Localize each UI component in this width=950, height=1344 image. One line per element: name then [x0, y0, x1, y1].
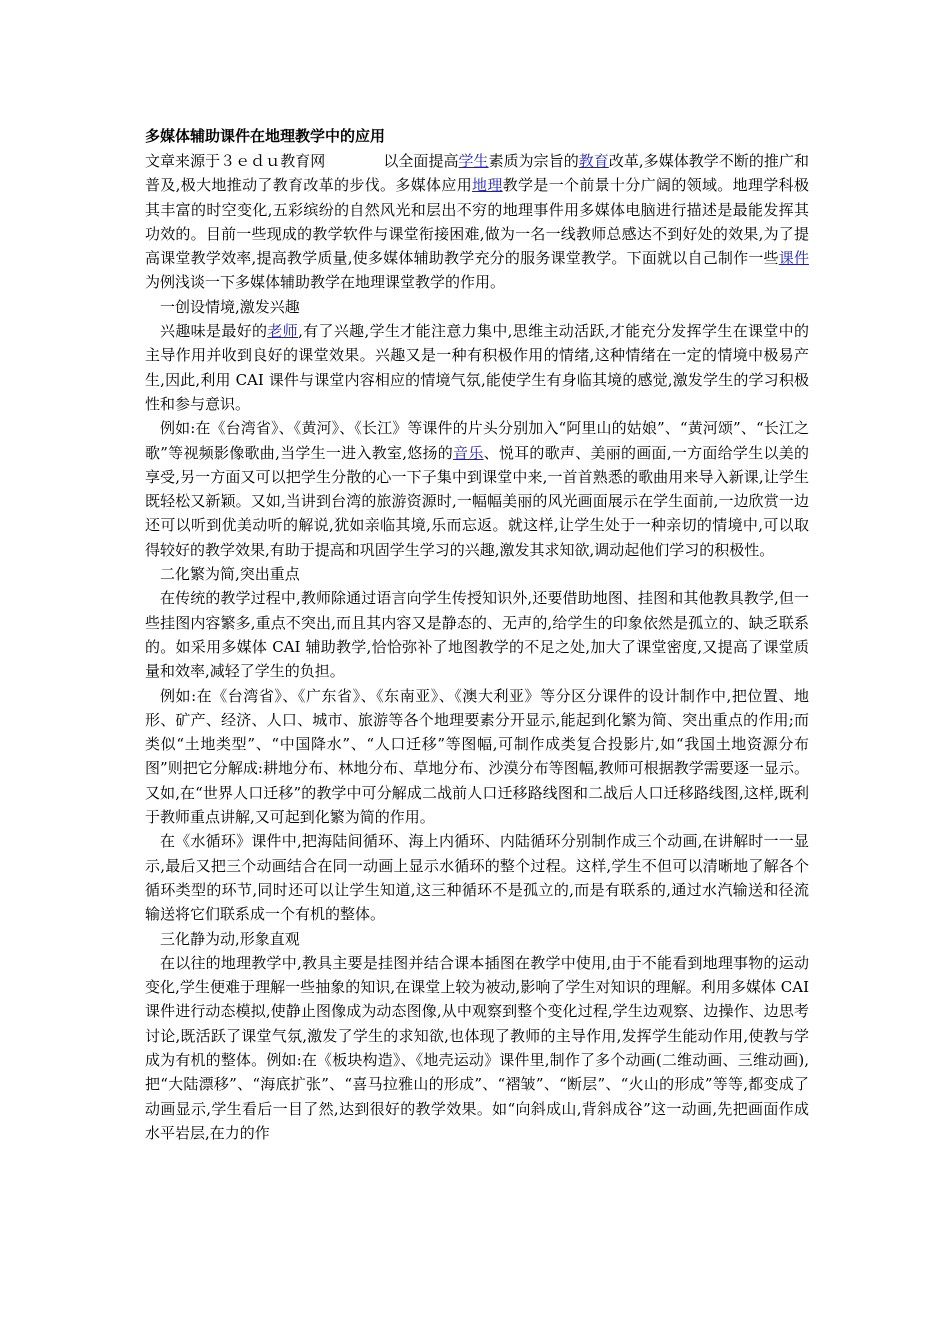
section-heading-2: 二化繁为简,突出重点	[160, 565, 300, 584]
document-page	[145, 124, 809, 1145]
section-heading-3: 三化静为动,形象直观	[160, 929, 300, 948]
link-courseware[interactable]: 课件	[778, 249, 809, 268]
article-title: 多媒体辅助课件在地理教学中的应用	[145, 127, 386, 145]
link-student[interactable]: 学生	[458, 152, 489, 170]
source-line: 文章来源于３ｅｄｕ教育网	[145, 152, 326, 170]
section3-paragraph-1: 在以往的地理教学中,教具主要是挂图并结合课本插图在教学中使用,由于不能看到地理事物的运动变化,学生便难于理解一些抽象的知识,在课堂上较为被动,影响了学生对知识的理解。利用多媒体 CAI 课件进行动态模拟,使静止图像成为动态图像,从中观察到整个变化过程,学生边观察、边操作、边思考讨论,既活跃了课堂气氛,激发了学生的求知欲,也体现了教师的主导作用,发挥学生能动作用,使教与学成为有机的整体。例如:在《板块构造》、《地壳运动》课件里,制作了多个动画(二维动画、三维动画),把“大陆漂移”、“海底扩张”、“喜马拉雅山的形成”、“褶皱”、“断层”、“火山的形成”等等,都变成了动画显示,学生看后一目了然,达到很好的教学效果。如“向斜成山,背斜成谷”这一动画,先把画面作成水平岩层,在力的作	[145, 953, 809, 1142]
link-geography[interactable]: 地理	[472, 176, 503, 195]
intro-paragraph: 文章来源于３ｅｄｕ教育网 以全面提高学生素质为宗旨的教育改革,多媒体教学不断的推广和普及,极大地推动了教育改革的步伐。多媒体应用地理教学是一个前景十分广阔的领域。地理学科极其丰富的时空变化,五彩缤纷的自然风光和层出不穷的地理事件用多媒体电脑进行描述是最能发挥其功效的。目前一些现成的教学软件与课堂衔接困难,做为一名一线教师总感达不到好处的效果,为了提高课堂教学效率,提高教学质量,使多媒体辅助教学充分的服务课堂教学。下面就以自己制作一些课件为例浅谈一下多媒体辅助教学在地理课堂教学的作用。	[145, 152, 809, 292]
section2-paragraph-2: 例如:在《台湾省》、《广东省》、《东南亚》、《澳大利亚》等分区分课件的设计制作中,把位置、地形、矿产、经济、人口、城市、旅游等各个地理要素分开显示,能起到化繁为简、突出重点的作用;而类似“土地类型”、“中国降水”、“人口迁移”等图幅,可制作成类复合投影片,如“我国土地资源分布图”则把它分解成:耕地分布、林地分布、草地分布、沙漠分布等图幅,教师可根据教学需要逐一显示。又如,在“世界人口迁移”的教学中可分解成二战前人口迁移路线图和二战后人口迁移路线图,这样,既利于教师重点讲解,又可起到化繁为简的作用。	[145, 686, 809, 827]
section1-paragraph-2: 例如:在《台湾省》、《黄河》、《长江》等课件的片头分别加入“阿里山的姑娘”、“黄河颂”、“长江之歌”等视频影像歌曲,当学生一进入教室,悠扬的音乐、悦耳的歌声、美丽的画面,一方面给学生以美的享受,另一方面又可以把学生分散的心一下子集中到课堂中来,一首首熟悉的歌曲用来导入新课,让学生既轻松又新颖。又如,当讲到台湾的旅游资源时,一幅幅美丽的风光画面展示在学生面前,一边欣赏一边还可以听到优美动听的解说,犹如亲临其境,乐而忘返。就这样,让学生处于一种亲切的情境中,可以取得较好的教学效果,有助于提高和巩固学生学习的兴趣,激发其求知欲,调动起他们学习的积极性。	[145, 419, 809, 559]
section1-paragraph-1: 兴趣味是最好的老师,有了兴趣,学生才能注意力集中,思维主动活跃,才能充分发挥学生在课堂中的主导作用并收到良好的课堂效果。兴趣又是一种有积极作用的情绪,这种情绪在一定的情境中极易产生,因此,利用 CAI 课件与课堂内容相应的情境气氛,能使学生有身临其境的感觉,激发学生的学习积极性和参与意识。	[145, 322, 809, 413]
section2-paragraph-3: 在《水循环》课件中,把海陆间循环、海上内循环、内陆循环分别制作成三个动画,在讲解时一一显示,最后又把三个动画结合在同一动画上显示水循环的整个过程。这样,学生不但可以清晰地了解各个循环类型的环节,同时还可以让学生知道,这三种循环不是孤立的,而是有联系的,通过水汽输送和径流输送将它们联系成一个有机的整体。	[145, 832, 809, 924]
link-teacher[interactable]: 老师	[267, 322, 299, 341]
section2-paragraph-1: 在传统的教学过程中,教师除通过语言向学生传授知识外,还要借助地图、挂图和其他教具教学,但一些挂图内容繁多,重点不突出,而且其内容又是静态的、无声的,给学生的印象依然是孤立的、缺乏联系的。如采用多媒体 CAI 辅助教学,恰恰弥补了地图教学的不足之处,加大了课堂密度,又提高了课堂质量和效率,减轻了学生的负担。	[145, 589, 809, 681]
section-heading-1: 一创设情境,激发兴趣	[160, 297, 300, 316]
link-education[interactable]: 教育	[578, 152, 609, 170]
link-music[interactable]: 音乐	[453, 443, 484, 462]
